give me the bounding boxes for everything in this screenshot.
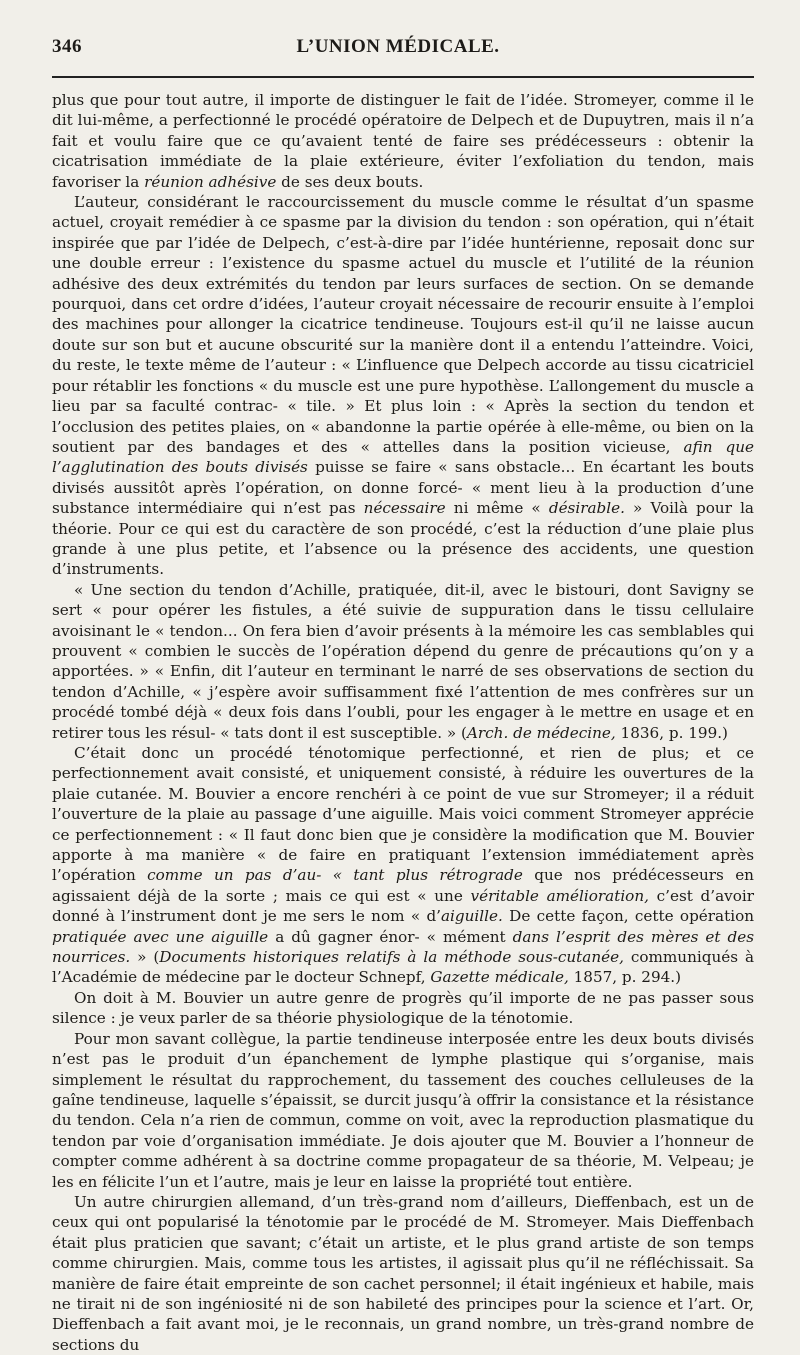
text-run: ni même « [445, 499, 549, 518]
italic-text: nécessaire [363, 499, 446, 518]
italic-text: comme un pas d’au- « tant plus rétrograde [147, 866, 523, 885]
text-run: De cette façon, cette opération [502, 907, 754, 926]
paragraph [52, 580, 754, 743]
italic-text: dans l’esprit des mères et des nourrices. [52, 927, 755, 967]
text-run: puisse se faire « sans obstacle... En écartant les bouts divisés aussitôt après l’opération, on donne forcé- « ment lieu à la production d’une substance intermédiaire qui n’est pas [52, 458, 754, 518]
italic-text: désirable. [548, 499, 625, 518]
italic-text: Arch. de médecine, [466, 723, 616, 742]
text-run: 1836, p. 199.) [615, 723, 728, 742]
text-run: « Une section du tendon d’Achille, pratiquée, dit-il, avec le bistouri, dont Savigny se sert « pour opérer les fistules, a été suivie de suppuration dans le tissu cellulaire avoisinant le « tendon... On fera bien d’avoir présents à la mémoire les cas semblables qui prouvent « combien le succès de l’opération dépend du genre de précautions qu’on y a apportées. » « Enfin, dit l’auteur en terminant le narré de ses observations de section du tendon d’Achille, « j’espère avoir suffisamment fixé l’attention de mes confrères sur un procédé tombé déjà « deux fois dans l’oubli, pour les engager à le mettre en usage et en retirer tous les résul- « tats dont il est susceptible. » ( [52, 580, 754, 742]
body-text [52, 90, 754, 1355]
paragraph [52, 1192, 754, 1355]
running-title: L’UNION MÉDICALE. [296, 36, 500, 57]
header-rule [52, 76, 754, 78]
italic-text: pratiquée avec une aiguille [52, 927, 269, 946]
page-number: 346 [52, 36, 82, 57]
text-run: que nos prédécesseurs en agissaient déjà de la sorte ; mais ce qui est « une [52, 866, 754, 905]
italic-text: réunion adhésive [144, 172, 277, 191]
text-run: » ( [130, 948, 160, 967]
paragraph [52, 90, 754, 192]
paragraph [52, 988, 754, 1029]
paragraph [52, 743, 754, 988]
text-run: C’était donc un procédé ténotomique perfectionné, et rien de plus; et ce perfectionnement avait consisté, et uniquement consisté, à réduire les ouvertures de la plaie cutanée. M. Bouvier a encore renchéri à ce point de vue sur Stromeyer; il a réduit l’ouverture de la plaie au passage d’une aiguille. Mais voici comment Stromeyer apprécie ce perfectionnement : « Il faut donc bien que je considère la modification que M. Bouvier apporte à ma manière « de faire en pratiquant l’extension immédiatement après l’opération [52, 744, 754, 885]
text-run: c’est d’avoir donné à l’instrument dont je me sers le nom « d’ [52, 886, 754, 926]
text-run: Un autre chirurgien allemand, d’un très-grand nom d’ailleurs, Dieffenbach, est un de ceux qui ont popularisé la ténotomie par le procédé de M. Stromeyer. Mais Dieffenbach était plus praticien que savant; c’était un artiste, et le plus grand artiste de son temps comme chirurgien. Mais, comme tous les artistes, il agissait plus qu’il ne réfléchissait. Sa manière de faire était empreinte de son cachet personnel; il était ingénieux et habile, mais ne tirait ni de son ingéniosité ni de son habileté des principes pour la science et l’art. Or, Dieffenbach a fait avant moi, je le reconnais, un grand nombre, un très-grand nombre de sections du [52, 1192, 754, 1354]
italic-text: aiguille. [441, 907, 503, 926]
page-header [52, 36, 754, 64]
text-run: 1857, p. 294.) [568, 968, 682, 987]
italic-text: Documents historiques relatifs à la méthode sous-cutanée, [159, 948, 624, 967]
italic-text: Gazette médicale, [430, 968, 569, 987]
text-run: a dû gagner énor- « mément [268, 927, 513, 946]
paragraph [52, 1029, 754, 1192]
text-run: On doit à M. Bouvier un autre genre de progrès qu’il importe de ne pas passer sous silence : je veux parler de sa théorie physiologique de la ténotomie. [52, 988, 754, 1028]
paragraph [52, 192, 754, 580]
text-run: de ses deux bouts. [276, 172, 424, 191]
italic-text: afin que l’agglutination des bouts divisés [52, 437, 754, 477]
text-run: communiqués à l’Académie de médecine par le docteur Schnepf, [52, 948, 754, 987]
text-run: Pour mon savant collègue, la partie tendineuse interposée entre les deux bouts divisés n’est pas le produit d’un épanchement de lymphe plastique qui s’organise, mais simplement le résultat du rapprochement, du tassement des couches celluleuses de la gaîne tendineuse, laquelle s’épaissit, se durcit jusqu’à offrir la consistance et la résistance du tendon. Cela n’a rien de commun, comme on voit, avec la reproduction plasmatique du tendon par voie d’organisation immédiate. Je dois ajouter que M. Bouvier a l’honneur de compter comme adhérent à sa doctrine comme propagateur de sa théorie, M. Velpeau; je les en félicite l’un et l’autre, mais je leur en laisse la propriété tout entière. [52, 1029, 754, 1191]
text-run: » Voilà pour la théorie. Pour ce qui est du caractère de son procédé, c’est la réduction d’une plaie plus grande à une plus petite, et l’absence ou la présence des accidents, une question d’instruments. [52, 499, 754, 579]
text-run: plus que pour tout autre, il importe de distinguer le fait de l’idée. Stromeyer, comme il le dit lui-même, a perfectionné le procédé opératoire de Delpech et de Dupuytren, mais il n’a fait et voulu faire que ce qu’avaient tenté de faire ses prédécesseurs : obtenir la cicatrisation immédiate de la plaie extérieure, éviter l’exfoliation du tendon, mais favoriser la [52, 91, 754, 191]
text-run: L’auteur, considérant le raccourcissement du muscle comme le résultat d’un spasme actuel, croyait remédier à ce spasme par la division du tendon : son opération, qui n’était inspirée que par l’idée de Delpech, c’est-à-dire par l’idée huntérienne, reposait donc sur une double erreur : l’existence du spasme actuel du muscle et l’utilité de la réunion adhésive des deux extrémités du tendon par leurs surfaces de section. On se demande pourquoi, dans cet ordre d’idées, l’auteur croyait nécessaire de recourir ensuite à l’emploi des machines pour allonger la cicatrice tendineuse. Toujours est-il qu’il ne laisse aucun doute sur son but et aucune obscurité sur la manière dont il a entendu l’atteindre. Voici, du reste, le texte même de l’auteur : « L’influence que Delpech accorde au tissu cicatriciel pour rétablir les fonctions « du muscle est une pure hypothèse. L’allongement du muscle a lieu par sa faculté contrac- « tile. » Et plus loin : « Après la section du tendon et l’occlusion des petites plaies, on « abandonne la partie opérée à elle-même, ou bien on la soutient par des bandages et des « attelles dans la position vicieuse, [52, 193, 754, 456]
italic-text: véritable amélioration, [470, 886, 649, 905]
